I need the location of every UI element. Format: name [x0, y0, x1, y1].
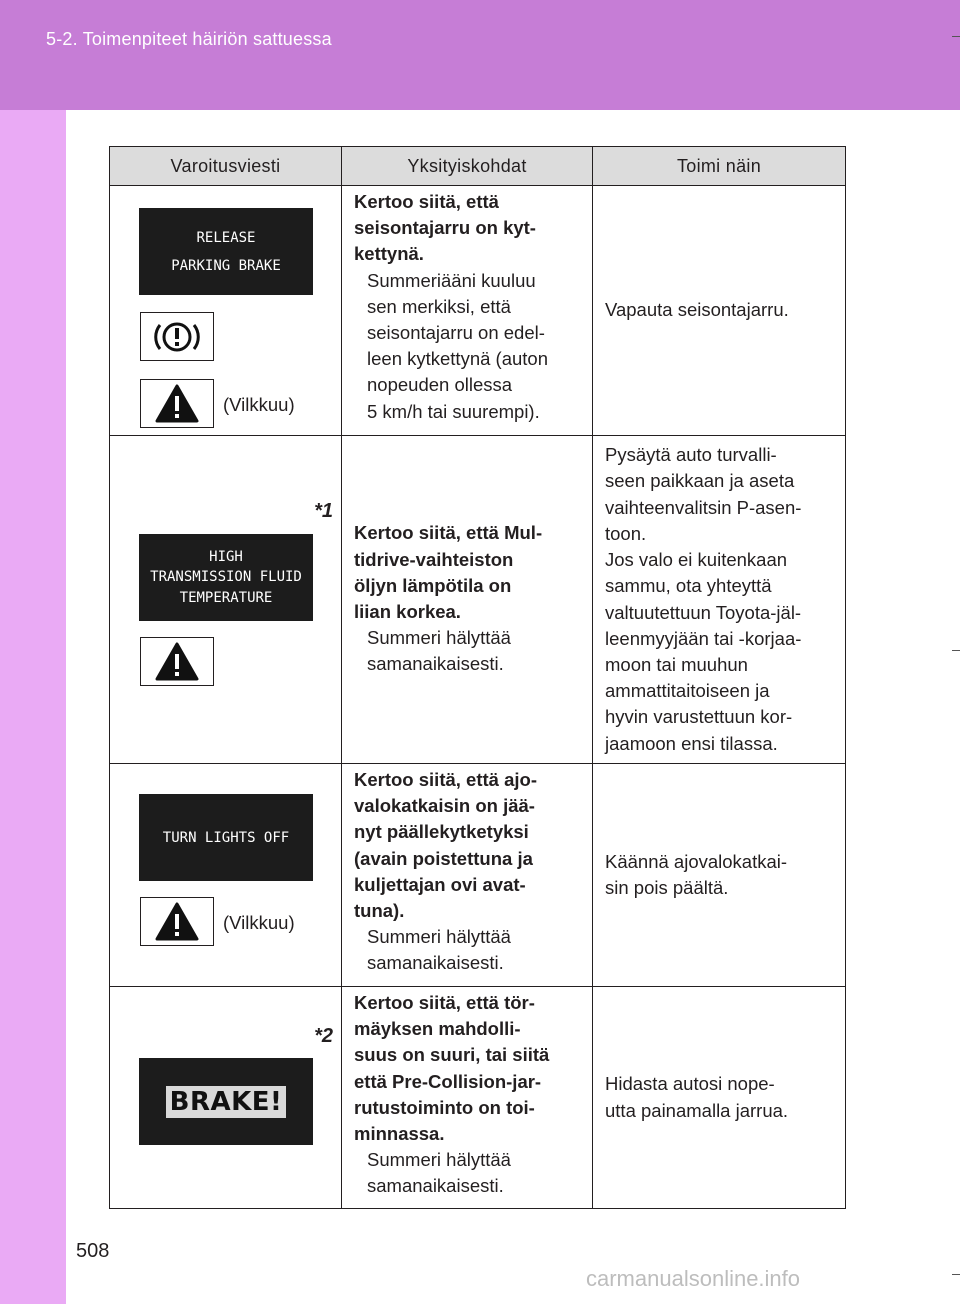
watermark: carmanualsonline.info: [586, 1266, 801, 1291]
text-line: jaamoon ensi tilassa.: [605, 732, 778, 754]
display-text-line: TURN LIGHTS OFF: [162, 829, 290, 846]
footnote-marker: *2: [314, 1025, 333, 1047]
text-line: Summeri hälyttää: [367, 926, 511, 948]
warning-cell: [110, 436, 342, 764]
details-bold: [354, 990, 584, 1147]
display-text-line: PARKING BRAKE: [171, 257, 281, 274]
details-cell: [342, 436, 593, 764]
text-line: mäyksen mahdolli-: [354, 1018, 521, 1040]
text-line: kuljettajan ovi avat-: [354, 873, 526, 895]
text-line: Summeri hälyttää: [367, 1149, 511, 1171]
text-line: Kertoo siitä, että Mul-: [354, 522, 543, 544]
text-line: utta painamalla jarrua.: [605, 1099, 789, 1121]
details-sub: [354, 1147, 584, 1199]
display-text-line: RELEASE: [196, 229, 256, 246]
details-bold: [354, 767, 584, 924]
text-line: Pysäytä auto turvalli-: [605, 444, 777, 466]
crop-mark: [952, 650, 960, 651]
text-line: moon tai muuhun: [605, 653, 748, 675]
crop-mark: [952, 1274, 960, 1275]
column-header-action: Toimi näin: [593, 147, 846, 186]
flashing-label: (Vilkkuu): [223, 912, 295, 933]
display-brake: [139, 1058, 313, 1145]
text-line: Käännä ajovalokatkai-: [605, 850, 788, 872]
text-line: seen paikkaan ja aseta: [605, 470, 795, 492]
details-bold: [354, 520, 584, 625]
flashing-label: (Vilkkuu): [223, 394, 295, 415]
display-release-parking-brake: [139, 208, 313, 295]
text-line: minnassa.: [354, 1123, 445, 1145]
header-band: [0, 0, 960, 110]
table-row: [110, 186, 846, 436]
table-row: [110, 987, 846, 1209]
warning-cell: [110, 987, 342, 1209]
display-text-line: HIGH: [209, 548, 243, 565]
text-line: toon.: [605, 522, 647, 544]
details-bold: [354, 189, 584, 268]
text-line: leen kytkettynä (auton: [367, 348, 548, 370]
text-line: Kertoo siitä, että ajo-: [354, 769, 537, 790]
display-turn-lights-off: [139, 794, 313, 881]
text-line: sen merkiksi, että: [367, 295, 511, 317]
text-line: Jos valo ei kuitenkaan: [605, 549, 788, 571]
text-line: kettynä.: [354, 243, 424, 265]
text-line: Kertoo siitä, että tör-: [354, 992, 535, 1013]
details-cell: [342, 186, 593, 436]
crop-mark: [952, 36, 960, 37]
master-warning-icon: [140, 379, 214, 428]
text-line: sammu, ota yhteyttä: [605, 575, 772, 597]
text-line: samanaikaisesti.: [367, 653, 504, 675]
warning-cell: [110, 186, 342, 436]
display-high-transmission-fluid-temperature: [139, 534, 313, 621]
text-line: (avain poistettuna ja: [354, 847, 533, 869]
side-band: [0, 110, 66, 1304]
text-line: Hidasta autosi nope-: [605, 1073, 775, 1095]
footnote-marker: *1: [314, 500, 333, 522]
master-warning-icon: [140, 897, 214, 946]
column-header-warning-message: Varoitusviesti: [110, 147, 342, 186]
text-line: ammattitaitoiseen ja: [605, 680, 770, 702]
text-line: öljyn lämpötila on: [354, 574, 512, 596]
text-line: nopeuden ollessa: [367, 374, 513, 396]
text-line: leenmyyjään tai -korjaa-: [605, 627, 802, 649]
action-cell: [593, 987, 846, 1209]
text-line: että Pre-Collision-jar-: [354, 1070, 542, 1092]
display-text-line: TEMPERATURE: [179, 589, 273, 606]
text-line: vaihteenvalitsin P-asen-: [605, 496, 802, 518]
details-cell: [342, 764, 593, 987]
warning-table: [109, 146, 846, 1209]
text-line: Vapauta seisontajarru.: [605, 299, 789, 321]
details-sub: [354, 924, 584, 976]
text-line: suus on suuri, tai siitä: [354, 1044, 550, 1066]
parking-brake-warning-icon: [140, 312, 214, 361]
text-line: valtuutettuun Toyota-jäl-: [605, 601, 802, 623]
text-line: hyvin varustettuun kor-: [605, 706, 793, 728]
display-text-line: TRANSMISSION FLUID: [150, 569, 302, 586]
text-line: samanaikaisesti.: [367, 952, 504, 974]
master-warning-icon: [140, 637, 214, 686]
details-sub: [354, 268, 584, 425]
details-sub: [354, 625, 584, 677]
text-line: 5 km/h tai suurempi).: [367, 400, 540, 422]
details-cell: [342, 987, 593, 1209]
text-line: liian korkea.: [354, 601, 461, 622]
column-header-details: Yksityiskohdat: [342, 147, 593, 186]
action-cell: [593, 186, 846, 436]
text-line: valokatkaisin on jää-: [354, 795, 535, 817]
text-line: sin pois päältä.: [605, 877, 729, 898]
text-line: samanaikaisesti.: [367, 1175, 504, 1197]
page-number: 508: [76, 1240, 110, 1262]
text-line: rutustoiminto on toi-: [354, 1096, 535, 1118]
text-line: tuna).: [354, 900, 405, 922]
section-title: 5-2. Toimenpiteet häiriön sattuessa: [46, 29, 332, 49]
text-line: Summeriääni kuuluu: [367, 269, 536, 291]
text-line: nyt päällekytketyksi: [354, 821, 529, 843]
text-line: Kertoo siitä, että: [354, 191, 499, 212]
text-line: tidrive-vaihteiston: [354, 548, 514, 570]
action-cell: [593, 436, 846, 764]
table-row: [110, 436, 846, 764]
text-line: seisontajarru on edel-: [367, 322, 545, 344]
display-text-line: BRAKE!: [166, 1086, 287, 1118]
table-row: [110, 764, 846, 987]
text-line: seisontajarru on kyt-: [354, 217, 536, 239]
action-cell: [593, 764, 846, 987]
table-header-row: [110, 147, 846, 186]
warning-cell: [110, 764, 342, 987]
text-line: Summeri hälyttää: [367, 627, 511, 649]
